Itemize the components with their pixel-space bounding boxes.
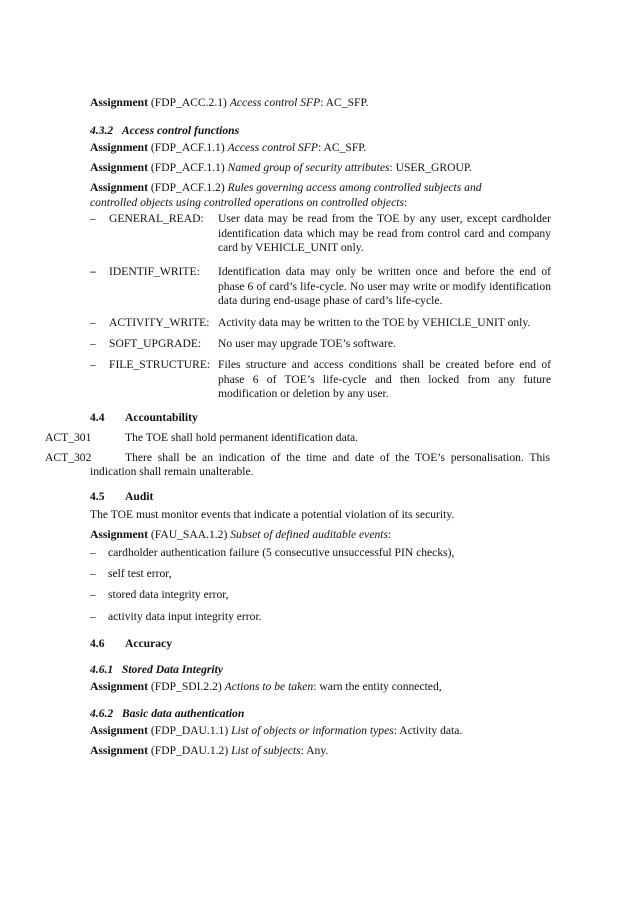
assignment-dau-1-2: Assignment (FDP_DAU.1.2) List of subjects: Any. (90, 744, 329, 757)
requirement-text-line2: indication shall remain unalterable. (90, 465, 254, 478)
rule-term: GENERAL_READ: (109, 212, 204, 225)
assignment-label: Assignment (90, 96, 148, 109)
assignment-acf-1-1-sfp: Assignment (FDP_ACF.1.1) Access control SFP: AC_SFP. (90, 141, 367, 154)
rule-desc: Identification data may only be written once and before the end of phase 6 of card’s life-cycle. No user may write or modify identification data during end-usage phase of card’s life-cycle. (218, 265, 551, 308)
rule-term: FILE_STRUCTURE: (109, 358, 211, 371)
section-number-4-6: 4.6 (90, 637, 105, 650)
assignment-acf-1-1-group: Assignment (FDP_ACF.1.1) Named group of security attributes: USER_GROUP. (90, 161, 472, 174)
rule-desc: User data may be read from the TOE by any user, except cardholder identification data which may be read from control card and company card by VEHICLE_UNIT only. (218, 212, 551, 255)
requirement-text: The TOE shall hold permanent identification data. (125, 431, 358, 444)
assignment-acf-1-2-rules: Assignment (FDP_ACF.1.2) Rules governing access among controlled subjects and controlled objects using controlled operations on controlled objects: (90, 181, 482, 209)
section-heading-4-6-1: 4.6.1 Stored Data Integrity (90, 663, 224, 676)
section-number-4-5: 4.5 (90, 490, 105, 503)
assignment-acc-2-1: Assignment (FDP_ACC.2.1) Access control SFP: AC_SFP. (90, 96, 369, 109)
section-title-audit: Audit (125, 490, 154, 503)
requirement-id: ACT_301 (45, 431, 92, 444)
rule-desc: Files structure and access conditions shall be created before end of phase 6 of TOE’s life-cycle and then locked from any future modification or deletion by any user. (218, 358, 551, 401)
rule-desc: No user may upgrade TOE’s software. (218, 337, 396, 350)
section-number-4-4: 4.4 (90, 411, 105, 424)
rule-desc: Activity data may be written to the TOE by VEHICLE_UNIT only. (218, 316, 531, 329)
section-heading-4-3-2: 4.3.2 Access control functions (90, 124, 240, 137)
audit-intro: The TOE must monitor events that indicate a potential violation of its security. (90, 508, 455, 521)
section-title-accuracy: Accuracy (125, 637, 172, 650)
assignment-saa-1-2: Assignment (FAU_SAA.1.2) Subset of defined auditable events: (90, 528, 392, 541)
section-heading-4-6-2: 4.6.2 Basic data authentication (90, 707, 245, 720)
requirement-id: ACT_302 (45, 451, 92, 464)
assignment-sdi-2-2: Assignment (FDP_SDI.2.2) Actions to be taken: warn the entity connected, (90, 680, 442, 693)
assignment-dau-1-1: Assignment (FDP_DAU.1.1) List of objects or information types: Activity data. (90, 724, 463, 737)
document-page: Assignment (FDP_ACC.2.1) Access control SFP: AC_SFP. 4.3.2 Access control functions Assignment (FDP_ACF.1.1) Access control SFP: AC_SFP. Assignment (FDP_ACF.1.1) Named group of security attributes: USER_GROUP. Assignment (FDP_ACF.1.2) Rules governing access among controlled subjects and controlled objects using controlled operations on controlled objects: – GENERAL_READ: User data may be read from the TOE by any user, except cardholder identification data which may be read from control card and company card by VEHICLE_UNIT only. – IDENTIF_WRITE: Identification data may only be written once and before the end of phase 6 of card’s life-cycle. No user may write or modify identification data during end-usage phase of card’s life-cycle. – ACTIVITY_WRITE: Activity data may be written to the TOE by VEHICLE_UNIT only. – SOFT_UPGRADE: No user may upgrade TOE’s software. – FILE_STRUCTURE: Files structure and access conditions shall be created before end of phase 6 of TOE’s life-cycle and then locked from any future modification or deletion by any user. 4.4 Accountability ACT_301 The TOE shall hold permanent identification data. ACT_302 There shall be an indication of the time and date of the TOE’s personalisation. This indication shall remain unalterable. 4.5 Audit The TOE must monitor events that indicate a potential violation of its security. Assignment (FAU_SAA.1.2) Subset of defined auditable events: – cardholder authentication failure (5 consecutive unsuccessful PIN checks), – self test error, – stored data integrity error, – activity data input integrity error. 4.6 Accuracy 4.6.1 Stored Data Integrity Assignment (FDP_SDI.2.2) Actions to be taken: warn the entity connected, 4.6.2 Basic data authentication Assignment (FDP_DAU.1.1) List of objects or information types: Activity data. Assignment (FDP_DAU.1.2) List of subjects: Any. (0, 0, 640, 905)
rule-term: IDENTIF_WRITE: (109, 265, 200, 278)
requirement-text-line1: There shall be an indication of the time and date of the TOE’s personalisation. This (125, 451, 550, 464)
rule-term: SOFT_UPGRADE: (109, 337, 202, 350)
section-title-accountability: Accountability (125, 411, 198, 424)
rule-term: ACTIVITY_WRITE: (109, 316, 210, 329)
